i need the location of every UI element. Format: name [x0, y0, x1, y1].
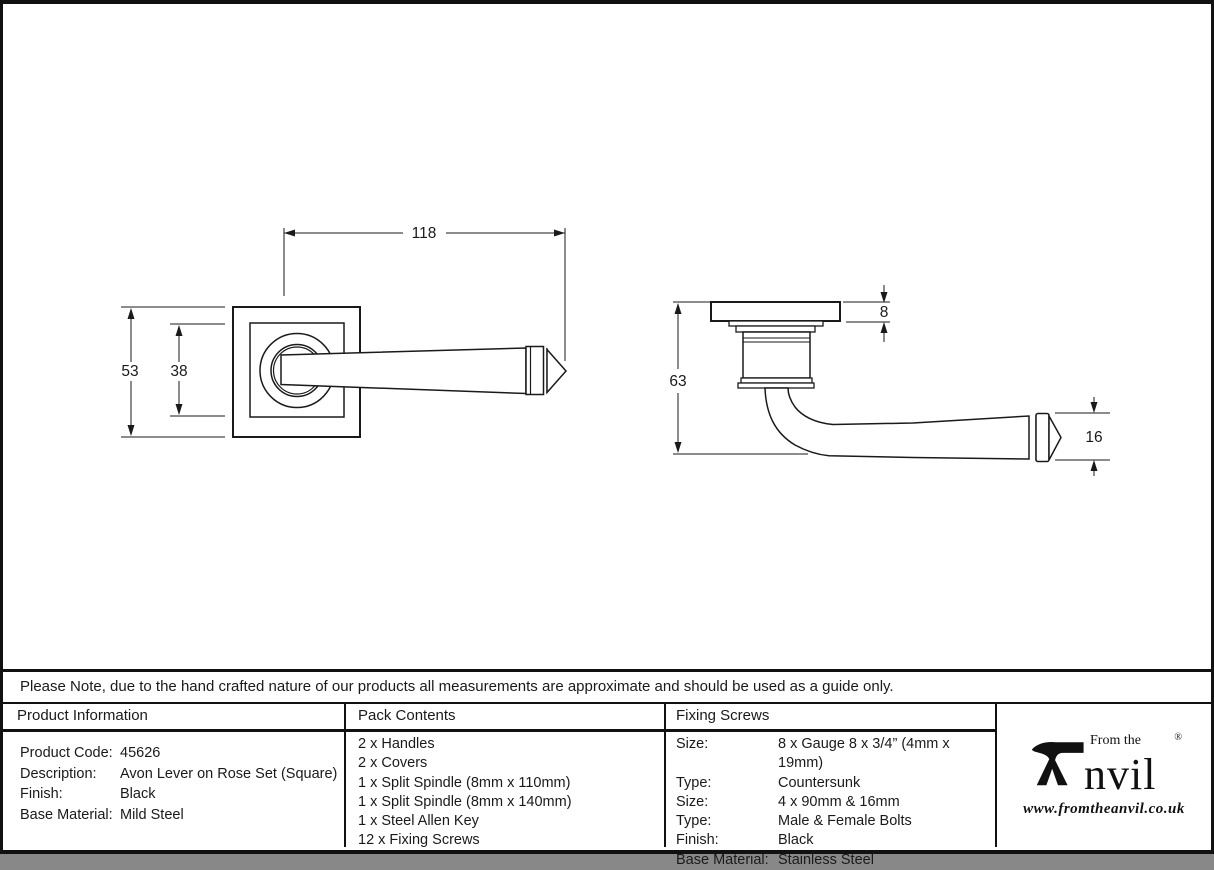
table-row [676, 831, 995, 850]
row-value: 8 x Gauge 8 x 3/4” (4mm x 19mm) [778, 736, 950, 772]
dim-label-length: 118 [411, 225, 437, 242]
dim-label-rose-size: 53 [121, 363, 139, 380]
technical-drawing-area [3, 4, 1211, 672]
dim-label-inner-size: 38 [170, 363, 188, 380]
pack-contents-column [346, 704, 666, 847]
row-value: Black [778, 832, 814, 849]
table-row [676, 735, 995, 774]
logo-url: www.fromtheanvil.co.uk [1023, 801, 1185, 817]
lever-cap-front [526, 347, 544, 395]
list-item: 1 x Steel Allen Key [358, 813, 479, 830]
row-label: Size: [676, 736, 709, 752]
list-item: 1 x Split Spindle (8mm x 140mm) [358, 793, 572, 810]
row-label: Finish: [20, 786, 63, 802]
measurement-note: Please Note, due to the hand crafted nature of our products all measurements are approximate and should be used as a guide only. [3, 672, 1211, 704]
logo-wordmark: nvil [1084, 750, 1157, 799]
registered-mark: ® [1174, 732, 1182, 743]
rose-boss-side [743, 332, 810, 378]
table-row [20, 743, 344, 764]
table-row [20, 784, 344, 805]
fixing-screws-column [666, 704, 997, 868]
front-view [121, 225, 566, 437]
info-table [3, 704, 1211, 868]
from-the-anvil-logo [1023, 733, 1185, 818]
row-label: Base Material: [20, 806, 113, 823]
pack-contents-header: Pack Contents [346, 704, 664, 732]
lever-finial-front [547, 350, 566, 393]
row-label: Base Material: [676, 851, 769, 868]
row-value: 45626 [120, 745, 161, 761]
brand-logo-cell [997, 704, 1211, 847]
product-information-column [3, 704, 346, 847]
list-item: 2 x Covers [358, 755, 428, 772]
anvil-icon [1028, 737, 1086, 789]
product-information-header: Product Information [3, 704, 344, 732]
table-row [676, 774, 995, 793]
lever-cap-side [1036, 414, 1049, 462]
row-label: Product Code: [20, 745, 113, 761]
row-value: 4 x 90mm & 16mm [778, 793, 900, 810]
logo-prefix: From the [1090, 733, 1141, 748]
list-item: 2 x Handles [358, 736, 435, 752]
table-row [676, 793, 995, 812]
table-row [676, 851, 995, 870]
fixing-screws-header: Fixing Screws [666, 704, 995, 732]
row-label: Size: [676, 793, 709, 810]
side-view [669, 285, 1110, 476]
lever-finial-side [1049, 416, 1061, 460]
row-label: Type: [676, 813, 712, 830]
table-row [20, 805, 344, 826]
row-value: Black [120, 786, 156, 802]
table-row [20, 764, 344, 785]
list-item: 12 x Fixing Screws [358, 832, 480, 849]
row-value: Avon Lever on Rose Set (Square) [120, 765, 338, 782]
row-value: Male & Female Bolts [778, 813, 912, 830]
rose-plate-side [711, 302, 840, 321]
handle-technical-drawing [3, 4, 1211, 669]
row-value: Mild Steel [120, 806, 184, 823]
dim-label-projection: 63 [669, 373, 687, 390]
row-label: Description: [20, 765, 97, 782]
row-label: Finish: [676, 832, 719, 849]
lever-profile [765, 388, 1029, 459]
row-label: Type: [676, 774, 712, 791]
row-value: Stainless Steel [778, 851, 874, 868]
table-row [676, 812, 995, 831]
row-value: Countersunk [778, 774, 861, 791]
dim-label-rose-thickness: 8 [879, 304, 889, 321]
list-item: 1 x Split Spindle (8mm x 110mm) [358, 774, 571, 791]
dim-label-lever-thickness: 16 [1085, 429, 1103, 446]
